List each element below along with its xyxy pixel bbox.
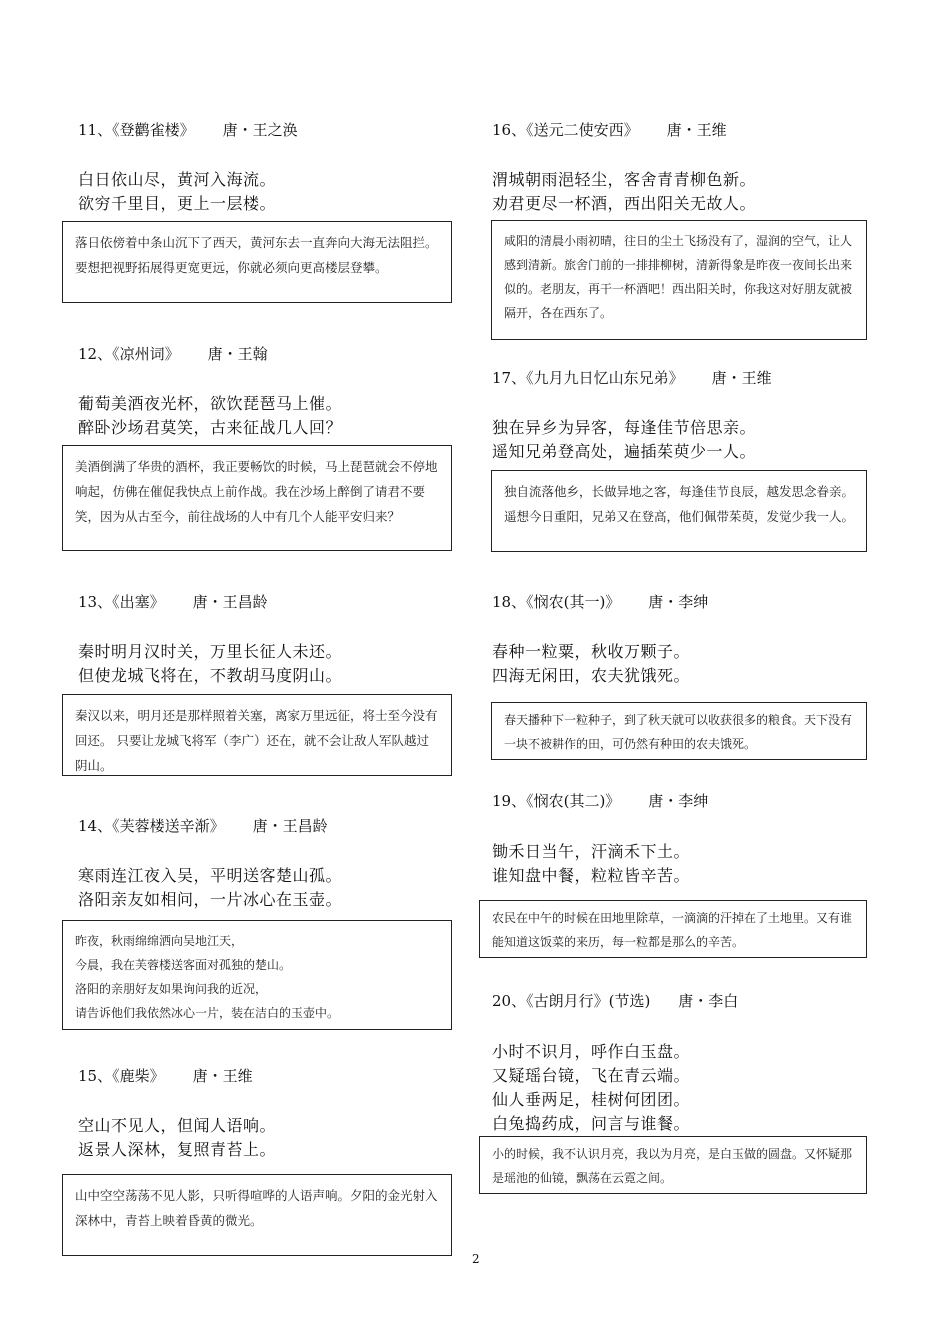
- poem-name: 15、《鹿柴》: [78, 1067, 165, 1085]
- poem-line: 白日依山尽，黄河入海流。: [78, 170, 277, 189]
- poem-author: 唐・王昌龄: [192, 593, 268, 611]
- poem-author: 唐・李白: [678, 992, 739, 1010]
- poem-title: [492, 121, 727, 139]
- poem-author: 唐・王之涣: [222, 121, 298, 139]
- poem-line: 四海无闲田，农夫犹饿死。: [492, 666, 691, 685]
- translation-text: 秦汉以来，明月还是那样照着关塞，离家万里远征，将士至今没有回还。 只要让龙城飞将军（李广）还在，就不会让敌人军队越过阴山。: [75, 708, 438, 773]
- translation-text: 农民在中午的时候在田地里除草，一滴滴的汗掉在了土地里。又有谁能知道这饭菜的来历，每一粒都是那么的辛苦。: [492, 911, 853, 949]
- poem-name: 17、《九月九日忆山东兄弟》: [492, 369, 684, 387]
- poem-name: 14、《芙蓉楼送辛渐》: [78, 817, 225, 835]
- translation-box: [62, 1174, 452, 1256]
- translation-box: [62, 221, 452, 303]
- translation-box: [491, 470, 867, 552]
- poem-author: 唐・李绅: [648, 792, 709, 810]
- translation-text: 小的时候，我不认识月亮，我以为月亮，是白玉做的圆盘。又怀疑那是瑶池的仙镜，飘荡在云霓之间。: [492, 1147, 853, 1185]
- poem-line: 遥知兄弟登高处，遍插茱萸少一人。: [492, 442, 757, 461]
- translation-box: [62, 694, 452, 776]
- poem-line: 醉卧沙场君莫笑，古来征战几人回？: [78, 418, 343, 437]
- poem-line: 劝君更尽一杯酒，西出阳关无故人。: [492, 194, 757, 213]
- poem-line: 小时不识月，呼作白玉盘。: [492, 1042, 691, 1061]
- poem-title: [78, 1067, 253, 1085]
- poem-author: 唐・王维: [666, 121, 727, 139]
- translation-text: 美酒倒满了华贵的酒杯，我正要畅饮的时候，马上琵琶就会不停地响起，仿佛在催促我快点上前作战。我在沙场上醉倒了请君不要笑，因为从古至今，前往战场的人中有几个人能平安归来？: [75, 459, 438, 524]
- poem-line: 洛阳亲友如相问，一片冰心在玉壶。: [78, 890, 343, 909]
- poem-line: 寒雨连江夜入吴，平明送客楚山孤。: [78, 866, 343, 885]
- translation-box: [62, 445, 452, 551]
- translation-line: 请告诉他们我依然冰心一片，装在洁白的玉壶中。: [75, 1006, 340, 1020]
- poem-author: 唐・王昌龄: [252, 817, 328, 835]
- poem-author: 唐・王翰: [207, 345, 268, 363]
- poem-name: 20、《古朗月行》(节选): [492, 992, 651, 1010]
- poem-line: 但使龙城飞将在，不教胡马度阴山。: [78, 666, 343, 685]
- translation-line: 洛阳的亲朋好友如果询问我的近况，: [75, 982, 268, 996]
- poem-title: [78, 593, 268, 611]
- poem-name: 11、《登鹳雀楼》: [78, 121, 195, 139]
- poem-line: 渭城朝雨浥轻尘，客舍青青柳色新。: [492, 170, 757, 189]
- poem-name: 18、《悯农(其一)》: [492, 593, 621, 611]
- poem-name: 12、《凉州词》: [78, 345, 180, 363]
- poem-name: 13、《出塞》: [78, 593, 165, 611]
- translation-text: 春天播种下一粒种子，到了秋天就可以收获很多的粮食。天下没有一块不被耕作的田，可仍然有种田的农夫饿死。: [504, 713, 853, 751]
- poem-line: 仙人垂两足，桂树何团团。: [492, 1090, 691, 1109]
- poem-line: 锄禾日当午，汗滴禾下土。: [492, 842, 691, 861]
- poem-line: 白兔捣药成，问言与谁餐。: [492, 1114, 691, 1133]
- translation-line: 昨夜，秋雨绵绵洒向吴地江天，: [75, 934, 244, 948]
- poem-title: [492, 369, 772, 387]
- translation-box: [479, 900, 867, 958]
- poem-line: 空山不见人，但闻人语响。: [78, 1116, 277, 1135]
- translation-text: 落日依傍着中条山沉下了西天，黄河东去一直奔向大海无法阻拦。 要想把视野拓展得更宽更远，你就必须向更高楼层登攀。: [75, 235, 438, 275]
- poem-name: 16、《送元二使安西》: [492, 121, 639, 139]
- translation-text: 咸阳的清晨小雨初晴，往日的尘土飞扬没有了，湿润的空气，让人感到清新。旅舍门前的一排排柳树，清新得象是昨夜一夜间长出来似的。老朋友，再干一杯酒吧！西出阳关时，你我这对好朋友就被隔开，各在西东了。: [504, 234, 853, 320]
- poem-line: 谁知盘中餐，粒粒皆辛苦。: [492, 866, 691, 885]
- poem-author: 唐・王维: [711, 369, 772, 387]
- poem-title: [492, 792, 708, 810]
- translation-text: 山中空空荡荡不见人影，只听得喧哗的人语声响。夕阳的金光射入深林中，青苔上映着昏黄的微光。: [75, 1188, 438, 1228]
- poem-line: 春种一粒粟，秋收万颗子。: [492, 642, 691, 661]
- poem-author: 唐・王维: [192, 1067, 253, 1085]
- poem-name: 19、《悯农(其二)》: [492, 792, 621, 810]
- poem-title: [492, 593, 708, 611]
- poem-line: 又疑瑶台镜，飞在青云端。: [492, 1066, 691, 1085]
- poem-line: 秦时明月汉时关，万里长征人未还。: [78, 642, 343, 661]
- translation-box: [479, 1136, 867, 1194]
- poem-title: [492, 992, 738, 1010]
- translation-box: [491, 702, 867, 760]
- translation-box: [62, 920, 452, 1030]
- translation-box: [491, 220, 867, 340]
- poem-line: 葡萄美酒夜光杯，欲饮琵琶马上催。: [78, 394, 343, 413]
- poem-line: 独在异乡为异客，每逢佳节倍思亲。: [492, 418, 757, 437]
- translation-text: 独自流落他乡，长做异地之客，每逢佳节良辰，越发思念眷亲。遥想今日重阳，兄弟又在登高，他们佩带茱萸，发觉少我一人。: [504, 484, 855, 524]
- poem-line: 返景人深林，复照青苔上。: [78, 1140, 277, 1159]
- poem-line: 欲穷千里目，更上一层楼。: [78, 194, 277, 213]
- translation-line: 今晨，我在芙蓉楼送客面对孤独的楚山。: [75, 958, 292, 972]
- poem-title: [78, 345, 268, 363]
- poem-title: [78, 121, 298, 139]
- poem-author: 唐・李绅: [648, 593, 709, 611]
- poem-title: [78, 817, 328, 835]
- page-number: 2: [472, 1252, 480, 1266]
